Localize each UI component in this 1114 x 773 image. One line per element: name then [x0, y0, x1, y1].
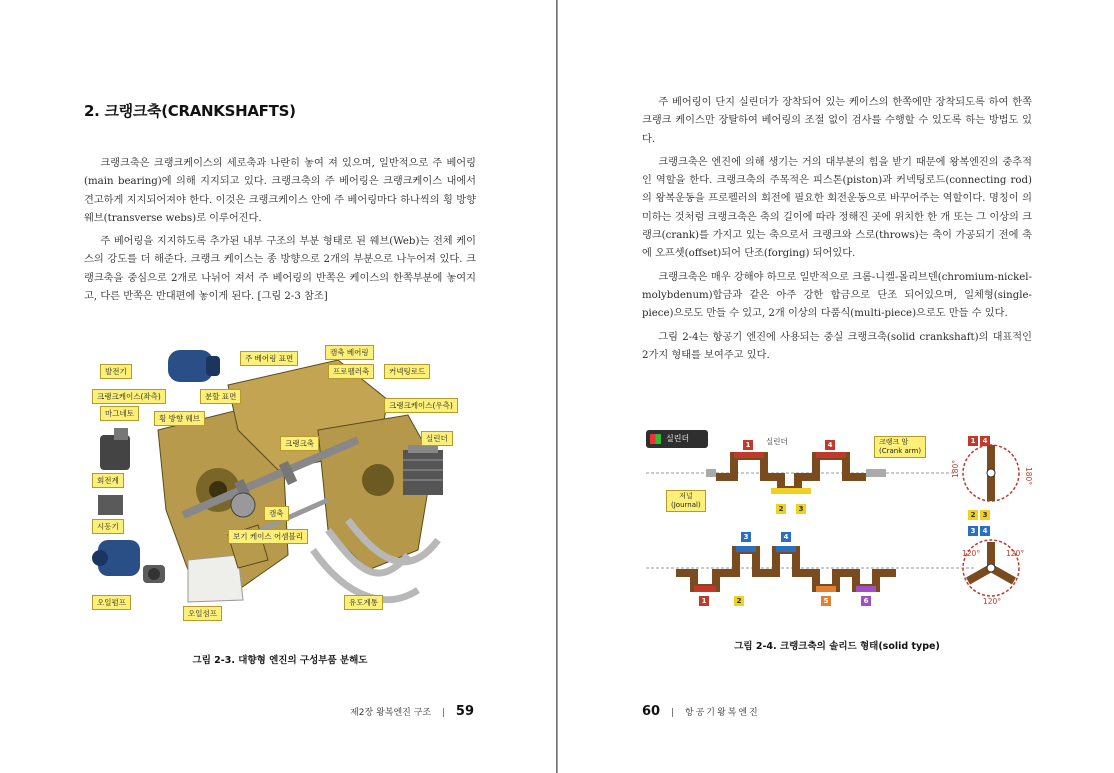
label-camshaft: 캠축: [264, 506, 289, 521]
paragraph: 크랭크축은 크랭크케이스의 세로축과 나란히 놓여 져 있으며, 일반적으로 주 베어링(main bearing)에 의해 지지되고 있다. 크랭크축의 주 베어링은 크랭크케이스 내에서 견고하게 지지되어져야 한다. 이것은 크랭크케이스 안에 주 베어링마다 하나씩의 횡 방향 웨브(transverse webs)로 이루어진다.: [84, 158, 476, 224]
label-magneto: 마그네토: [100, 406, 139, 421]
label-parting-surface: 분할 표면: [200, 389, 241, 404]
label-oil-pump: 오일펌프: [92, 595, 131, 610]
footer-separator: |: [670, 708, 675, 718]
right-page: [558, 0, 1114, 773]
throw-tag: 1: [699, 596, 709, 606]
engine-exploded-figure: [88, 340, 473, 625]
throw-tag: 2: [734, 596, 744, 606]
label-accessory-case: 보기 케이스 어셈블리: [228, 529, 308, 544]
throw-angle-120-diagram: [962, 540, 1024, 606]
throw-tag: 3: [796, 504, 806, 514]
oil-sump-part: [188, 555, 243, 602]
footer-separator: |: [441, 708, 446, 718]
oil-pump-part: [143, 565, 165, 583]
label-connecting-rod: 커넥팅로드: [384, 364, 430, 379]
label-cylinder: 실린더: [421, 431, 453, 446]
crankshaft-6-throw: [646, 546, 976, 592]
label-generator: 발전기: [100, 364, 132, 379]
paragraph: 크랭크축은 매우 강해야 하므로 일반적으로 크롬-니켈-몰리브덴(chromium-nickel-molybdenum)합금과 같은 아주 강한 합금으로 단조 되어있으며, 일체형(single-piece)으로도 만들 수 있고, 2개 이상의 다품식(multi-piece)으로도 만들 수 있다.: [642, 271, 1032, 320]
page-number: 60: [642, 704, 661, 719]
cylinder-toggle-button[interactable]: [646, 430, 708, 448]
cylinder-label: 실린더: [766, 437, 788, 446]
tachometer-part: [98, 495, 123, 515]
journal-label: [666, 490, 706, 512]
throw-tag: 5: [821, 596, 831, 606]
circle-tag: 2: [968, 510, 978, 520]
engine-exploded-illustration: [88, 340, 473, 625]
label-crankshaft: 크랭크축: [280, 436, 319, 451]
circle-tag: 1: [968, 436, 978, 446]
throw-tag: 4: [825, 440, 835, 450]
crank-arm-label: [874, 436, 926, 458]
paragraph: 그림 2-4는 항공기 엔진에 사용되는 중실 크랭크축(solid crankshaft)의 대표적인 2가지 형태를 보여주고 있다.: [642, 331, 1032, 361]
magneto-part: [100, 428, 130, 470]
cylinder-part: [403, 445, 443, 495]
throw-tag: 6: [861, 596, 871, 606]
label-crankcase-right: 크랭크케이스(우측): [384, 398, 458, 413]
left-page: [0, 0, 556, 773]
throw-angle-180-diagram: [951, 445, 1033, 501]
label-propeller-shaft: 프로펠러축: [328, 364, 374, 379]
paragraph: 주 베어링이 단지 실린더가 장착되어 있는 케이스의 한쪽에만 장착되도록 하여 한쪽 크랭크 케이스만 장탈하여 베어링의 조절 없이 검사를 수행할 수 있도록 하는 방법도 있다.: [642, 97, 1032, 145]
figure-caption: 그림 2-3. 대향형 엔진의 구성부품 분해도: [192, 655, 368, 666]
circle-tag: 4: [980, 526, 990, 536]
footer-book-title: 항공기왕복엔진: [684, 708, 760, 718]
throw-tag: 2: [776, 504, 786, 514]
crank-arm-english: (Crank arm): [879, 447, 922, 455]
label-transverse-web: 횡 방향 웨브: [154, 411, 205, 426]
label-starter: 시동기: [92, 519, 124, 534]
right-footer: [642, 704, 760, 719]
journal-english: (Journal): [671, 501, 701, 509]
circle-tag: 3: [980, 510, 990, 520]
throw-tag: 3: [741, 532, 751, 542]
journal-korean: 저널: [679, 492, 693, 500]
label-induction-system: 유도계통: [344, 595, 383, 610]
angle-180-right: 180°: [1024, 467, 1033, 486]
left-body-text: [84, 155, 476, 311]
footer-chapter: 제2장 왕복엔진 구조: [350, 708, 432, 718]
paragraph: 크랭크축은 엔진에 의해 생기는 거의 대부분의 힘을 받기 때문에 왕복엔진의 중추적인 역할을 한다. 크랭크축의 주목적은 피스톤(piston)과 커넥팅로드(connecting rod)의 왕복운동을 프로펠러의 회전에 필요한 회전운동으로 바꾸어주는 역할이다. 명칭이 의미하는 것처럼 크랭크축은 축의 길이에 따라 정해진 곳에 위치한 한 개 또는 그 이상의 크랭크(crank)를 가지고 있는 축으로서 크랭크와 스로(throws)는 축이 가공되기 전에 축에 오프셋(offset)되어 단조(forging) 되어있다.: [642, 156, 1032, 260]
crank-arm-korean: 크랭크 암: [879, 438, 909, 446]
circle-tag: 3: [968, 526, 978, 536]
label-cam-bearing: 캠축 베어링: [325, 345, 374, 360]
angle-120-left: 120°: [962, 549, 981, 558]
angle-180-left: 180°: [951, 459, 960, 478]
crankshaft-diagram: [646, 428, 1036, 618]
page-number: 59: [455, 704, 474, 719]
left-footer: [350, 704, 474, 719]
cylinder-color-icon: [650, 434, 661, 444]
figure-caption: 그림 2-4. 크랭크축의 솔리드 형태(solid type): [734, 641, 940, 652]
angle-120-bottom: 120°: [983, 597, 1002, 606]
cylinder-button-label: 실린더: [666, 434, 690, 443]
crankshaft-4-throw: [646, 452, 956, 494]
circle-tag: 4: [980, 436, 990, 446]
starter-part: [92, 540, 140, 576]
label-crankcase-left: 크랭크케이스(좌측): [92, 389, 166, 404]
label-oil-sump: 오일섬프: [183, 606, 222, 621]
generator-part: [168, 350, 220, 382]
throw-tag: 4: [781, 532, 791, 542]
right-body-text: [642, 94, 1032, 370]
angle-120-right: 120°: [1006, 549, 1025, 558]
label-tachometer: 회전계: [92, 473, 124, 488]
label-main-bearing-surface: 주 베어링 표면: [240, 351, 298, 366]
section-title: 2. 크랭크축(CRANKSHAFTS): [84, 102, 296, 120]
crankshaft-solid-figure: [646, 428, 1036, 618]
paragraph: 주 베어링을 지지하도록 추가된 내부 구조의 부분 형태로 된 웨브(Web)는 전체 케이스의 강도를 더 해준다. 크랭크 케이스는 종 방향으로 2개의 부분으로 나누어져 있다. 크랭크축을 중심으로 2개로 나뉘어 져서 주 베어링의 반쪽은 케이스의 한쪽부분에 놓여지고, 다른 반쪽은 반대편에 놓이게 된다. [그림 2-3 참조]: [84, 236, 476, 303]
throw-tag: 1: [743, 440, 753, 450]
